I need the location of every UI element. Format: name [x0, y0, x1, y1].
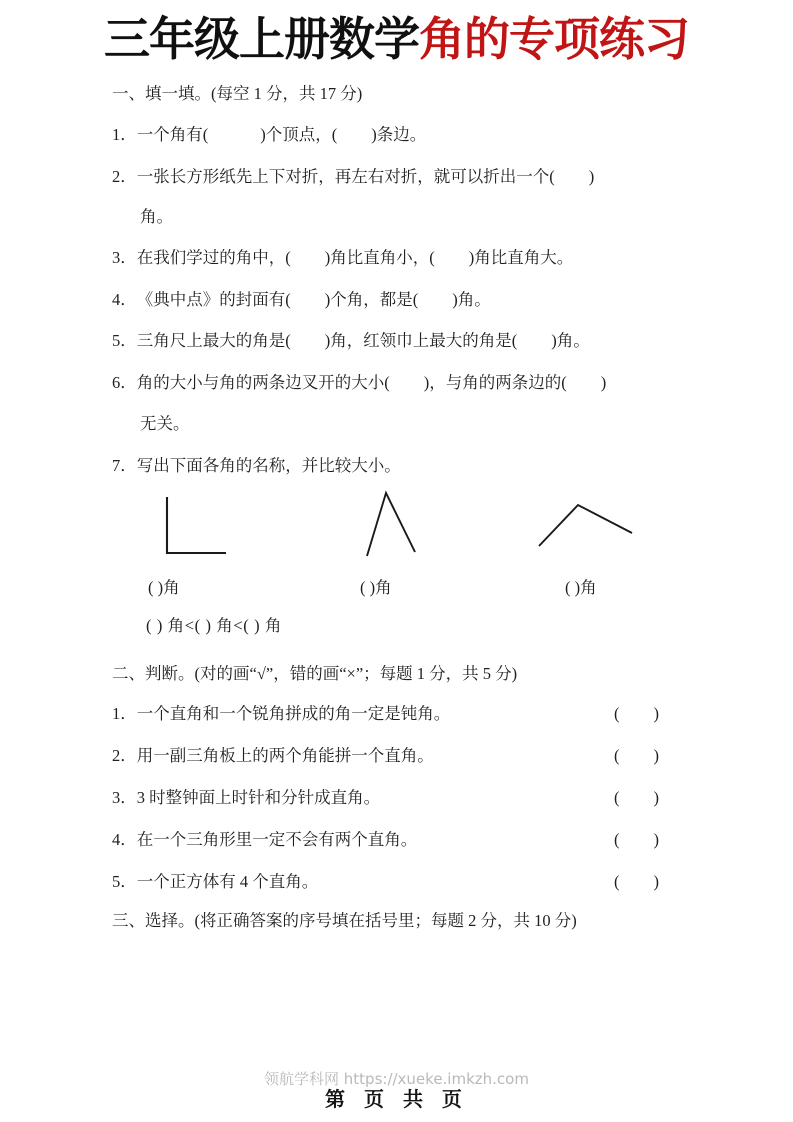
obtuse-angle-figure [528, 496, 643, 556]
judge-answer-bracket-5-open: ( [614, 872, 620, 891]
fill-question-1 [112, 125, 426, 145]
judge-question-4 [112, 830, 417, 850]
fill-question-3 [112, 248, 573, 268]
fill-question-4-text-a: 《典中点》的封面有( [136, 290, 291, 309]
fill-question-7 [112, 456, 401, 476]
judge-question-4-text: 在一个三角形里一定不会有两个直角。 [136, 830, 418, 849]
judge-question-5 [112, 872, 318, 892]
judge-question-3-text: 3 时整钟面上时针和分针成直角。 [136, 788, 381, 807]
fill-question-1-number: 1． [112, 125, 137, 144]
fill-question-2-text-a: 一张长方形纸先上下对折，再左右对折，就可以折出一个( [136, 167, 555, 186]
fill-question-3-number: 3． [112, 248, 137, 267]
judge-question-1-number: 1． [112, 704, 137, 723]
judge-answer-bracket-4-open: ( [614, 830, 620, 849]
fill-question-5-text-a: 三角尺上最大的角是( [136, 331, 291, 350]
section-choice-heading: 三、选择。(将正确答案的序号填在括号里；每题 2 分，共 10 分) [112, 911, 577, 930]
judge-answer-bracket-5-close: ) [653, 872, 659, 891]
fill-question-2 [112, 167, 594, 187]
fill-question-2-number: 2． [112, 167, 137, 186]
section-fill-heading: 一、填一填。(每空 1 分，共 17 分) [112, 84, 363, 103]
figure-label-2[interactable]: ( )角 [360, 578, 392, 597]
page-title-topic: 角的专项练习 [419, 12, 689, 66]
fill-question-4-number: 4． [112, 290, 137, 309]
judge-question-2-text: 用一副三角板上的两个角能拼一个直角。 [136, 746, 434, 765]
fill-question-2-text-b: ) [588, 167, 595, 186]
judge-question-4-number: 4． [112, 830, 137, 849]
fill-question-5-text-b: )角，红领巾上最大的角是( [324, 331, 518, 350]
figure-label-1[interactable]: ( )角 [148, 578, 180, 597]
judge-answer-bracket-3-open: ( [614, 788, 620, 807]
page-title-subject: 三年级上册数学 [104, 12, 419, 66]
fill-question-6-number: 6． [112, 373, 137, 392]
fill-question-4-text-b: )个角，都是( [324, 290, 419, 309]
fill-question-2-wrap: 角。 [140, 207, 173, 226]
judge-answer-bracket-5[interactable] [614, 872, 659, 892]
judge-answer-bracket-1-close: ) [653, 704, 659, 723]
judge-question-2-number: 2． [112, 746, 137, 765]
judge-answer-bracket-1[interactable] [614, 704, 659, 724]
fill-question-5 [112, 331, 590, 351]
judge-answer-bracket-3-close: ) [653, 788, 659, 807]
fill-question-3-text-a: 在我们学过的角中，( [136, 248, 291, 267]
fill-question-6 [112, 373, 606, 393]
fill-question-3-text-c: )角比直角大。 [468, 248, 574, 267]
section-judge-heading: 二、判断。(对的画“√”，错的画“×”；每题 1 分，共 5 分) [112, 664, 518, 683]
fill-question-1-text-a: 一个角有( [136, 125, 209, 144]
judge-answer-bracket-4-close: ) [653, 830, 659, 849]
page-number-footer: 第 页 共 页 [325, 1087, 468, 1111]
fill-question-3-text-b: )角比直角小，( [324, 248, 435, 267]
fill-question-5-number: 5． [112, 331, 137, 350]
fill-question-7-text-a: 写出下面各角的名称，并比较大小。 [136, 456, 401, 475]
acute-angle-figure [352, 486, 432, 564]
site-watermark: 领航学科网 https://xueke.imkzh.com [264, 1070, 529, 1088]
fill-question-6-text-a: 角的大小与角的两条边叉开的大小( [136, 373, 390, 392]
fill-question-4 [112, 290, 491, 310]
fill-question-6-wrap: 无关。 [140, 414, 190, 433]
judge-question-5-number: 5． [112, 872, 137, 891]
angle-compare-line[interactable]: ( ) 角<( ) 角<( ) 角 [146, 616, 283, 635]
judge-answer-bracket-2[interactable] [614, 746, 659, 766]
fill-question-4-text-c: )角。 [452, 290, 491, 309]
judge-question-3-number: 3． [112, 788, 137, 807]
judge-question-1 [112, 704, 450, 724]
judge-answer-bracket-1-open: ( [614, 704, 620, 723]
figure-label-3[interactable]: ( )角 [565, 578, 597, 597]
fill-question-6-text-c: ) [600, 373, 607, 392]
fill-question-7-number: 7． [112, 456, 137, 475]
fill-question-1-text-c: )条边。 [371, 125, 427, 144]
fill-question-6-text-b: )，与角的两条边的( [423, 373, 567, 392]
fill-question-1-text-b: )个顶点，( [260, 125, 338, 144]
fill-question-5-text-c: )角。 [551, 331, 590, 350]
judge-question-1-text: 一个直角和一个锐角拼成的角一定是钝角。 [136, 704, 451, 723]
judge-question-2 [112, 746, 434, 766]
judge-answer-bracket-2-open: ( [614, 746, 620, 765]
page-title [0, 12, 793, 66]
judge-question-3 [112, 788, 380, 808]
judge-question-5-text: 一个正方体有 4 个直角。 [136, 872, 319, 891]
judge-answer-bracket-3[interactable] [614, 788, 659, 808]
right-angle-figure [155, 488, 245, 564]
judge-answer-bracket-2-close: ) [653, 746, 659, 765]
judge-answer-bracket-4[interactable] [614, 830, 659, 850]
